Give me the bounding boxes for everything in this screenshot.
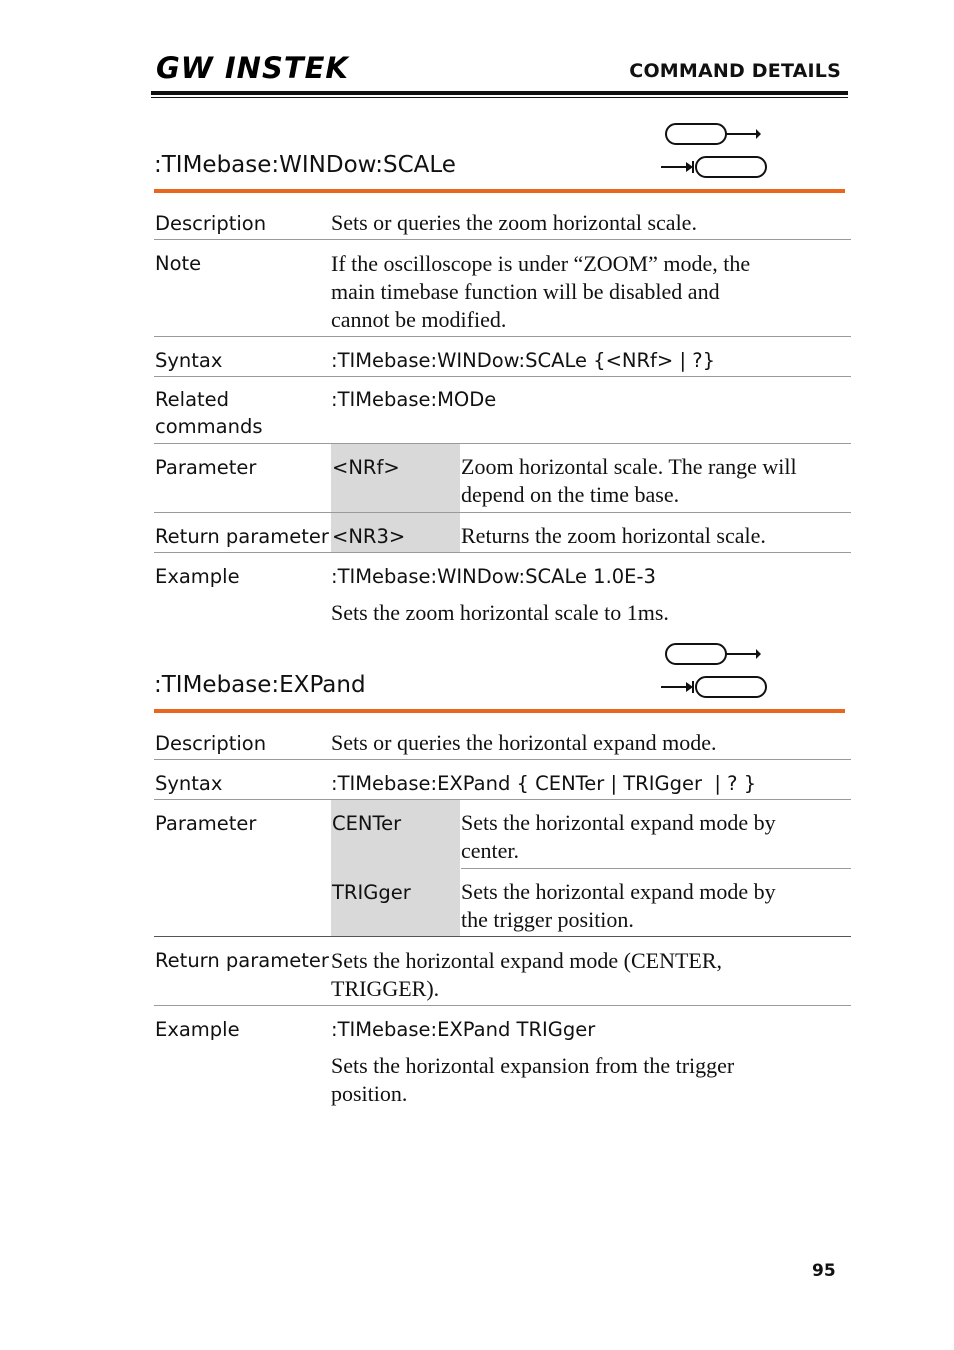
section-divider: [154, 709, 845, 713]
example-command: :TIMebase:WINDow:SCALe 1.0E-3: [331, 565, 656, 588]
example-label: Example: [155, 1018, 240, 1041]
row-divider: [154, 552, 851, 553]
row-divider: [154, 336, 851, 337]
set-query-icon: [658, 121, 770, 181]
example-description: Sets the horizontal expansion from the trigger position.: [331, 1053, 735, 1106]
parameter-name: CENTer: [332, 812, 402, 835]
section-divider: [154, 189, 845, 193]
return-parameter-label: Return parameter: [155, 949, 329, 972]
header-rule-thin: [151, 97, 848, 98]
syntax-text: :TIMebase:EXPand { CENTer | TRIGger | ? }: [331, 772, 757, 795]
syntax-label: Syntax: [155, 349, 223, 372]
parameter-name: <NRf>: [332, 456, 400, 479]
return-parameter-name: <NR3>: [332, 525, 406, 548]
section-title-window-scale: :TIMebase:WINDow:SCALe: [154, 152, 456, 178]
parameter-label: Parameter: [155, 456, 257, 479]
row-divider: [154, 936, 851, 937]
return-parameter-label: Return parameter: [155, 525, 329, 548]
example-label: Example: [155, 565, 240, 588]
description-text: Sets or queries the zoom horizontal scale.: [331, 210, 697, 235]
row-divider: [154, 799, 851, 800]
row-divider: [154, 443, 851, 444]
row-divider: [154, 759, 851, 760]
svg-text:GW INSTEK: GW INSTEK: [156, 51, 349, 85]
row-divider: [154, 1005, 851, 1006]
note-label: Note: [155, 252, 202, 275]
syntax-text: :TIMebase:WINDow:SCALe {<NRf> | ?}: [331, 349, 715, 372]
example-description: Sets the zoom horizontal scale to 1ms.: [331, 600, 669, 625]
description-text: Sets or queries the horizontal expand mode.: [331, 730, 717, 755]
page-number: 95: [812, 1261, 836, 1281]
row-divider: [461, 868, 851, 869]
set-query-icon: [658, 641, 770, 701]
section-title-expand: :TIMebase:EXPand: [154, 672, 366, 698]
description-label: Description: [155, 212, 267, 235]
header-rule: [151, 91, 848, 95]
return-parameter-description: Sets the horizontal expand mode (CENTER, TRIGGER).: [331, 948, 723, 1001]
parameter-label: Parameter: [155, 812, 257, 835]
related-commands-text: :TIMebase:MODe: [331, 388, 497, 411]
syntax-label: Syntax: [155, 772, 223, 795]
gw-instek-logo: [156, 51, 349, 85]
parameter-name: TRIGger: [332, 881, 411, 904]
row-divider: [154, 376, 851, 377]
parameter-description: Zoom horizontal scale. The range will depend on the time base.: [461, 454, 797, 507]
example-command: :TIMebase:EXPand TRIGger: [331, 1018, 596, 1041]
parameter-description: Sets the horizontal expand mode by center.: [461, 810, 776, 863]
description-label: Description: [155, 732, 267, 755]
row-divider: [154, 239, 851, 240]
row-divider: [154, 512, 851, 513]
header-title: COMMAND DETAILS: [629, 60, 841, 82]
note-text: If the oscilloscope is under “ZOOM” mode, the main timebase function will be disabled and cannot be modified.: [331, 251, 751, 332]
return-parameter-description: Returns the zoom horizontal scale.: [461, 523, 766, 548]
parameter-description: Sets the horizontal expand mode by the trigger position.: [461, 879, 776, 932]
related-commands-label: Related commands: [155, 388, 263, 438]
